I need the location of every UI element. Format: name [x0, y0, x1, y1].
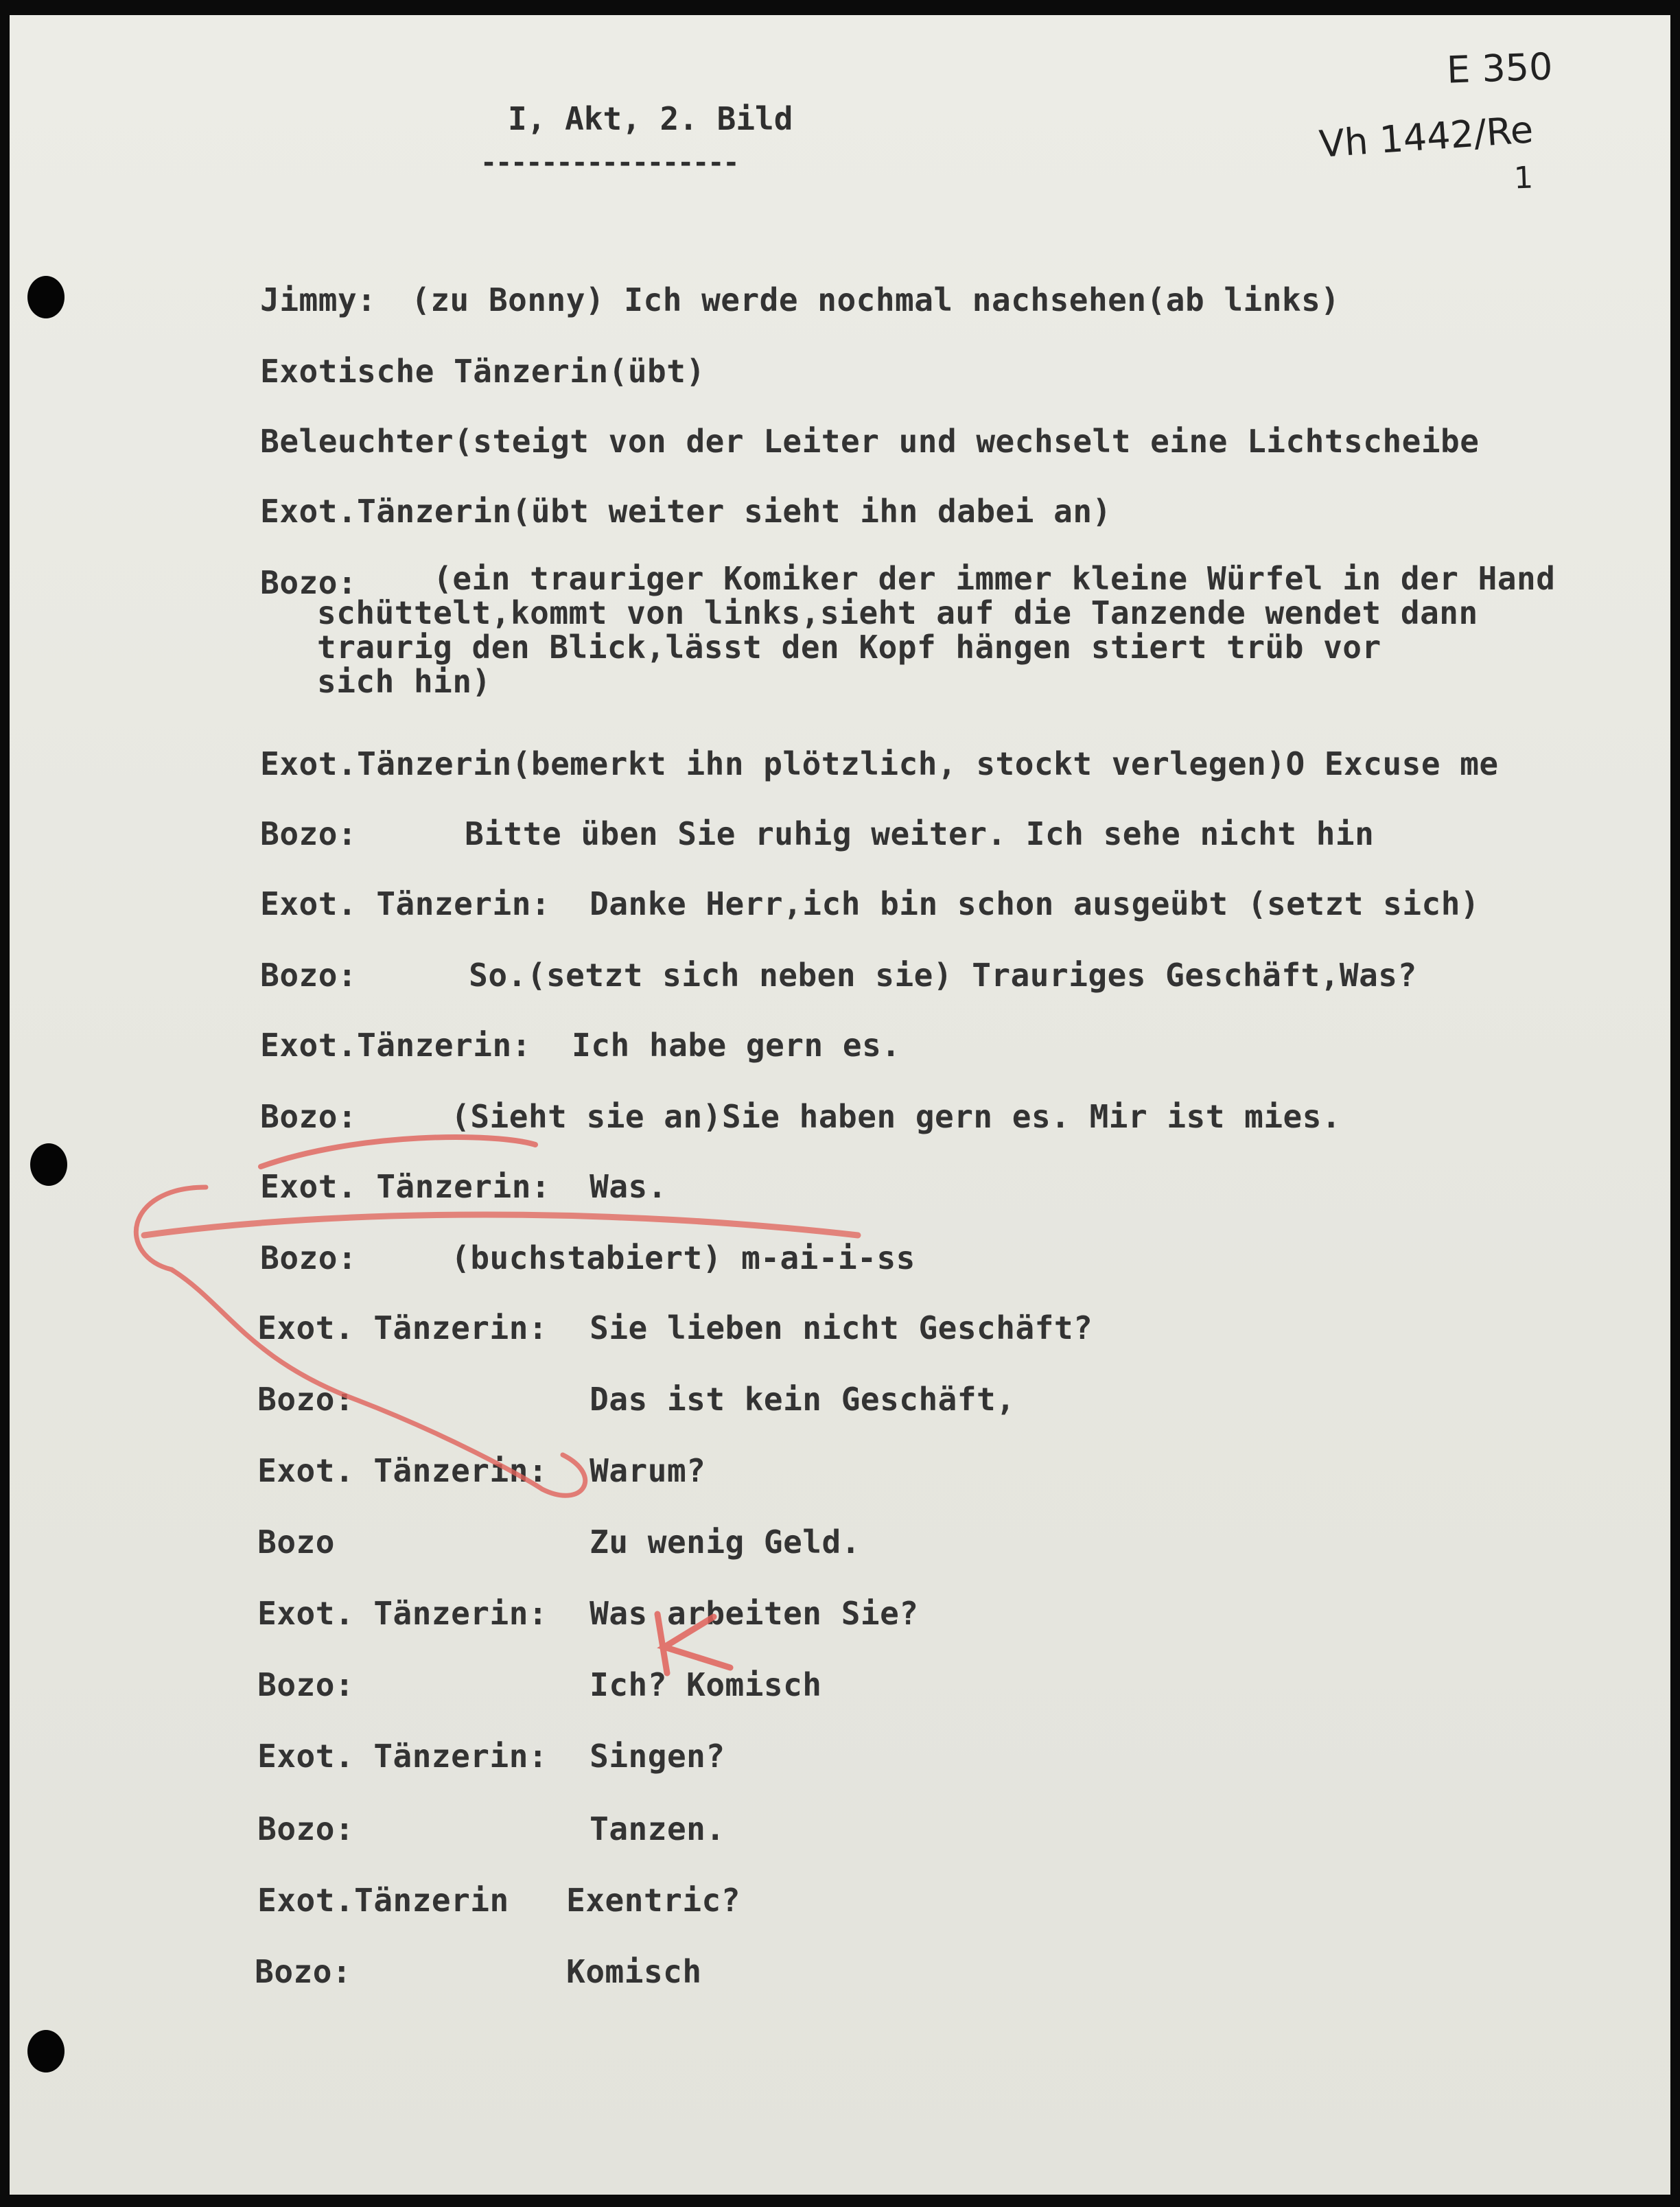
punch-hole-top	[27, 276, 65, 318]
speaker-name: Exot. Tänzerin:	[257, 1452, 548, 1489]
dialogue-text: Warum?	[590, 1452, 706, 1489]
dialogue-line	[317, 527, 1555, 733]
title-underline: -----------------	[480, 147, 738, 178]
dialogue-text: (zu Bonny) Ich werde nochmal nachsehen(ab links)	[411, 281, 1340, 318]
speaker-name: Exot.Tänzerin	[257, 1882, 509, 1919]
dialogue-text: So.(setzt sich neben sie) Trauriges Geschäft,Was?	[469, 957, 1417, 994]
page-title: I, Akt, 2. Bild	[508, 100, 793, 137]
speaker-name: Bozo:	[260, 1098, 358, 1135]
dialogue-text: Singen?	[590, 1738, 725, 1775]
dialogue-text: Was arbeiten Sie?	[590, 1595, 919, 1632]
dialogue-text: (buchstabiert) m-ai-i-ss	[451, 1239, 915, 1276]
dialogue-text: Komisch	[566, 1953, 702, 1990]
signature-code-handwritten: Vh 1442/Re	[1318, 108, 1535, 166]
speaker-name: Bozo:	[260, 957, 358, 994]
punch-hole-bottom	[27, 2030, 65, 2072]
speaker-name: Exotische Tänzerin(übt)	[260, 353, 705, 390]
dialogue-text: Danke Herr,ich bin schon ausgeübt (setzt sich)	[590, 885, 1480, 922]
dialogue-text: Das ist kein Geschäft,	[590, 1381, 1016, 1418]
dialogue-text: Sie lieben nicht Geschäft?	[590, 1309, 1093, 1346]
dialogue-text: Bitte üben Sie ruhig weiter. Ich sehe nicht hin	[465, 815, 1375, 852]
speaker-name: Bozo:	[257, 1810, 355, 1847]
dialogue-line	[450, 1916, 702, 2027]
speaker-name: Jimmy:	[260, 281, 377, 318]
speaker-name: Exot.Tänzerin(bemerkt ihn plötzlich, stockt verlegen)O Excuse me	[260, 745, 1499, 782]
speaker-name: Bozo:	[255, 1953, 352, 1990]
dialogue-text: Was.	[590, 1168, 667, 1205]
speaker-name: Bozo:	[257, 1381, 355, 1418]
speaker-name: Exot.Tänzerin(übt weiter sieht ihn dabei an)	[260, 493, 1112, 530]
dialogue-text: Ich habe gern es.	[572, 1027, 901, 1064]
speaker-name: Exot. Tänzerin:	[257, 1595, 548, 1632]
dialogue-text: Ich? Komisch	[590, 1666, 822, 1703]
punch-hole-middle	[30, 1143, 67, 1186]
speaker-name: Bozo:	[260, 564, 358, 601]
speaker-name: Bozo:	[260, 1239, 358, 1276]
speaker-name: Beleuchter(steigt von der Leiter und wechselt eine Lichtscheibe	[260, 423, 1480, 460]
speaker-name: Bozo:	[260, 815, 358, 852]
speaker-name: Bozo:	[257, 1666, 355, 1703]
speaker-name: Exot. Tänzerin:	[260, 1168, 551, 1205]
speaker-name: Exot.Tänzerin:	[260, 1027, 531, 1064]
archive-code-handwritten: E 350	[1445, 45, 1554, 92]
dialogue-text: Tanzen.	[590, 1810, 725, 1847]
speaker-name: Exot. Tänzerin:	[257, 1309, 548, 1346]
speaker-line	[139, 1916, 351, 2027]
speaker-name: Exot. Tänzerin:	[260, 885, 551, 922]
speaker-name: Exot. Tänzerin:	[257, 1738, 548, 1775]
dialogue-text: (Sieht sie an)Sie haben gern es. Mir ist mies.	[451, 1098, 1342, 1135]
signature-sub-handwritten: 1	[1513, 160, 1534, 196]
dialogue-text: (ein trauriger Komiker der immer kleine Würfel in der Hand schüttelt,kommt von links,sieht auf die Tanzende wendet dann traurig den Blick,lässt den Kopf hängen stiert trüb vor sich hin)	[317, 560, 1556, 700]
speaker-name: Bozo	[257, 1523, 335, 1561]
dialogue-text: Exentric?	[566, 1882, 740, 1919]
dialogue-text: Zu wenig Geld.	[590, 1523, 861, 1561]
